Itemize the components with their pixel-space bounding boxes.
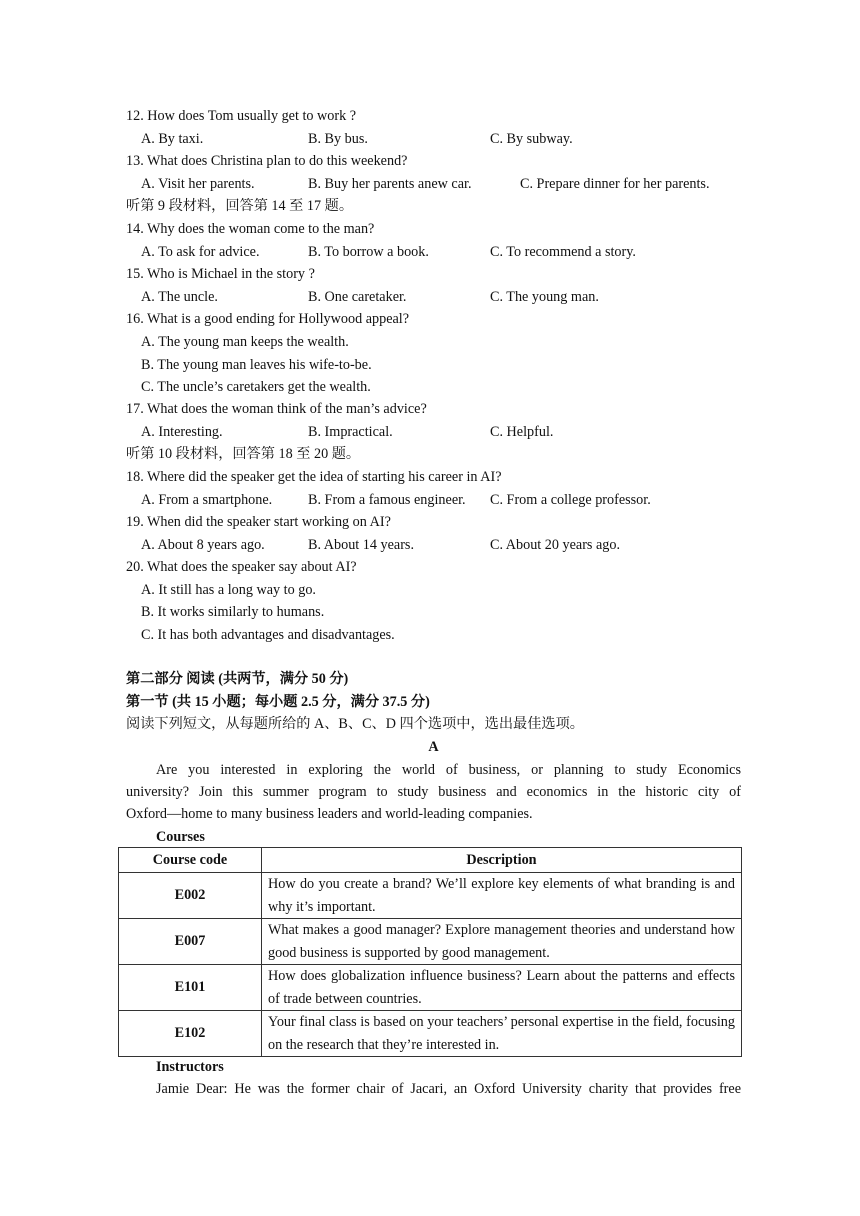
question-20-option-a: A. It still has a long way to go. <box>141 582 316 598</box>
question-14-option-c: C. To recommend a story. <box>490 244 636 260</box>
question-14-option-b: B. To borrow a book. <box>308 244 429 260</box>
question-18-option-b: B. From a famous engineer. <box>308 492 466 508</box>
reading-instruction: 阅读下列短文，从每题所给的 A、B、C、D 四个选项中，选出最佳选项。 <box>126 716 584 732</box>
question-17-option-b: B. Impractical. <box>308 424 393 440</box>
question-19-option-c: C. About 20 years ago. <box>490 537 621 553</box>
question-20-option-c: C. It has both advantages and disadvantages. <box>141 627 395 643</box>
column-header-description: Description <box>262 848 742 873</box>
question-13-option-c: C. Prepare dinner for her parents. <box>520 176 710 192</box>
question-17-stem: 17. What does the woman think of the man’s advice? <box>126 401 427 417</box>
question-12-option-a: A. By taxi. <box>141 131 204 147</box>
course-code-cell: E101 <box>119 965 262 1011</box>
table-row <box>119 919 742 965</box>
table-row <box>119 873 742 919</box>
table-row <box>119 1011 742 1057</box>
courses-heading: Courses <box>156 829 205 845</box>
question-12-option-c: C. By subway. <box>490 131 573 147</box>
question-18-stem: 18. Where did the speaker get the idea of starting his career in AI? <box>126 469 502 485</box>
question-16-option-c: C. The uncle’s caretakers get the wealth. <box>141 379 371 395</box>
question-13-option-b: B. Buy her parents anew car. <box>308 176 472 192</box>
course-code-cell: E002 <box>119 873 262 919</box>
instructor-line: Jamie Dear: He was the former chair of Jacari, an Oxford University charity that provides free <box>156 1081 741 1097</box>
question-19-option-a: A. About 8 years ago. <box>141 537 265 553</box>
question-15-option-c: C. The young man. <box>490 289 599 305</box>
question-15-option-b: B. One caretaker. <box>308 289 407 305</box>
question-18-option-c: C. From a college professor. <box>490 492 651 508</box>
course-description-cell: How does globalization influence business? Learn about the patterns and effects of trade between countries. <box>262 965 742 1011</box>
table-header-row <box>119 848 742 873</box>
part-two-title: 第二部分 阅读 (共两节，满分 50 分) <box>126 671 349 687</box>
question-19-option-b: B. About 14 years. <box>308 537 415 553</box>
passage-label: A <box>428 739 439 755</box>
intro-line-2: university? Join this summer program to study business and economics in the historic city of <box>126 784 741 800</box>
question-20-stem: 20. What does the speaker say about AI? <box>126 559 357 575</box>
course-description-cell: Your final class is based on your teachers’ personal expertise in the field, focusing on the research that they’re interested in. <box>262 1011 742 1057</box>
course-description-cell: What makes a good manager? Explore management theories and understand how good business is supported by good management. <box>262 919 742 965</box>
question-14-stem: 14. Why does the woman come to the man? <box>126 221 375 237</box>
intro-line-3: Oxford—home to many business leaders and world-leading companies. <box>126 806 533 822</box>
question-15-option-a: A. The uncle. <box>141 289 218 305</box>
question-14-option-a: A. To ask for advice. <box>141 244 260 260</box>
question-16-option-b: B. The young man leaves his wife-to-be. <box>141 357 372 373</box>
question-17-option-c: C. Helpful. <box>490 424 554 440</box>
question-13-stem: 13. What does Christina plan to do this weekend? <box>126 153 408 169</box>
question-17-option-a: A. Interesting. <box>141 424 223 440</box>
course-description-cell: How do you create a brand? We’ll explore key elements of what branding is and why it’s important. <box>262 873 742 919</box>
question-19-stem: 19. When did the speaker start working on AI? <box>126 514 391 530</box>
section-one-title: 第一节 (共 15 小题；每小题 2.5 分，满分 37.5 分) <box>126 694 430 710</box>
instructors-heading: Instructors <box>156 1059 224 1075</box>
question-20-option-b: B. It works similarly to humans. <box>141 604 325 620</box>
table-row <box>119 965 742 1011</box>
question-16-option-a: A. The young man keeps the wealth. <box>141 334 349 350</box>
question-12-option-b: B. By bus. <box>308 131 368 147</box>
column-header-course-code: Course code <box>119 848 262 873</box>
course-code-cell: E007 <box>119 919 262 965</box>
section-10-instruction: 听第 10 段材料，回答第 18 至 20 题。 <box>126 446 361 462</box>
course-code-cell: E102 <box>119 1011 262 1057</box>
courses-table <box>118 847 742 1057</box>
question-15-stem: 15. Who is Michael in the story ? <box>126 266 315 282</box>
section-9-instruction: 听第 9 段材料，回答第 14 至 17 题。 <box>126 198 354 214</box>
intro-line-1: Are you interested in exploring the world of business, or planning to study Economics <box>156 762 741 778</box>
question-16-stem: 16. What is a good ending for Hollywood appeal? <box>126 311 410 327</box>
question-18-option-a: A. From a smartphone. <box>141 492 273 508</box>
question-13-option-a: A. Visit her parents. <box>141 176 255 192</box>
question-12-stem: 12. How does Tom usually get to work ? <box>126 108 357 124</box>
